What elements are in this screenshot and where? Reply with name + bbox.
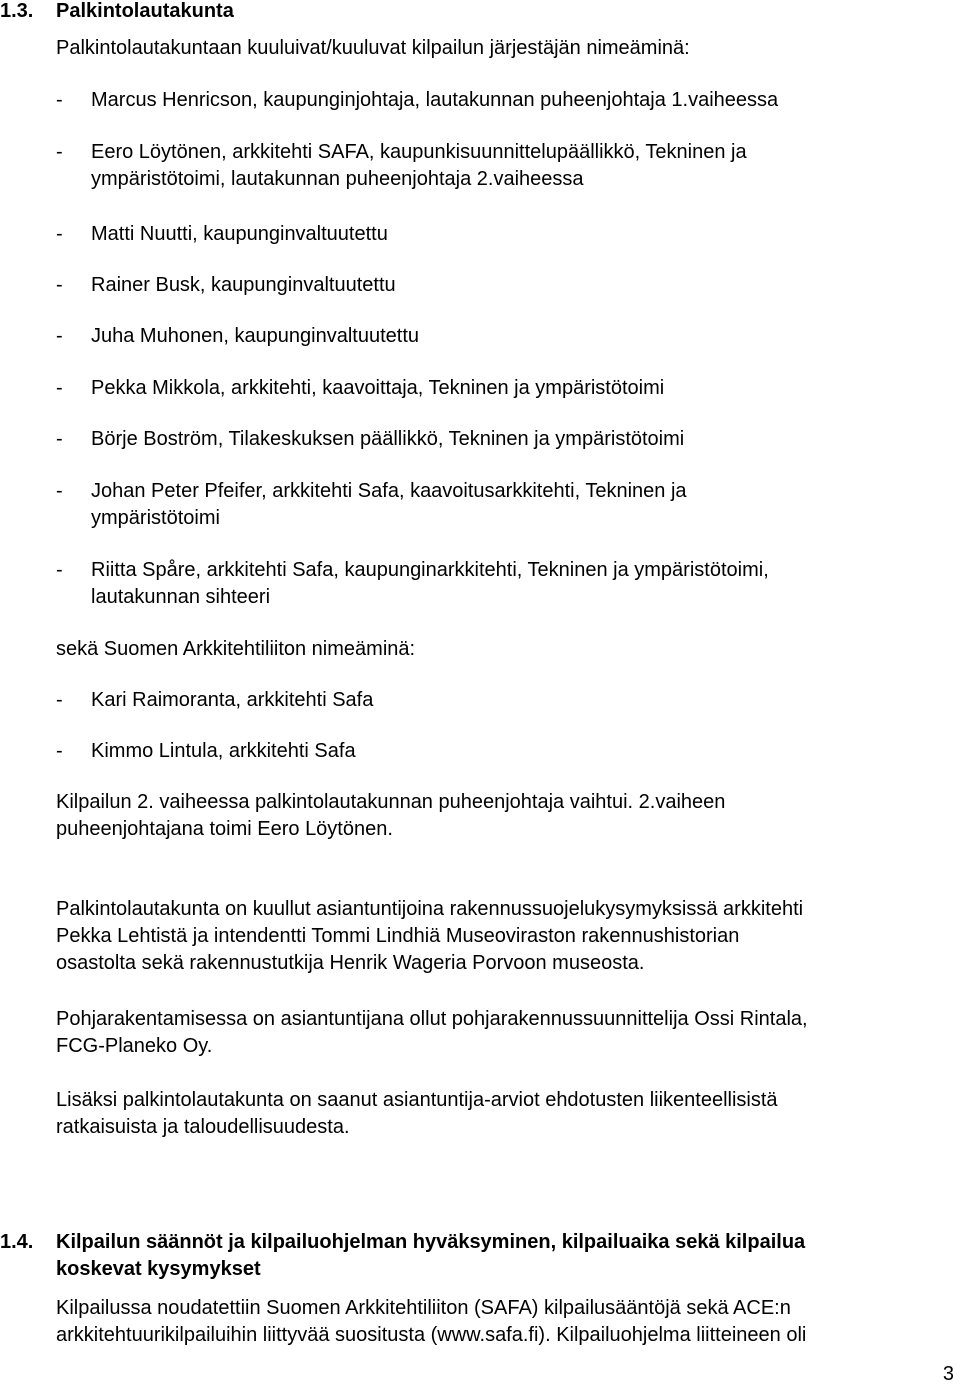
- list-bullet: -: [56, 377, 63, 399]
- section-title-continuation: koskevat kysymykset: [56, 1258, 261, 1280]
- paragraph-line: ratkaisuista ja taloudellisuudesta.: [56, 1116, 350, 1138]
- list-item: Pekka Mikkola, arkkitehti, kaavoittaja, Tekninen ja ympäristötoimi: [91, 377, 665, 399]
- list-bullet: -: [56, 223, 63, 245]
- paragraph-line: puheenjohtajana toimi Eero Löytönen.: [56, 818, 393, 840]
- list-bullet: -: [56, 89, 63, 111]
- paragraph-line: FCG-Planeko Oy.: [56, 1035, 213, 1057]
- list-bullet: -: [56, 141, 63, 163]
- list-bullet: -: [56, 325, 63, 347]
- list-item: Juha Muhonen, kaupunginvaltuutettu: [91, 325, 420, 347]
- safa-intro: sekä Suomen Arkkitehtiliiton nimeäminä:: [56, 638, 416, 660]
- list-bullet: -: [56, 740, 63, 762]
- page-number: 3: [942, 1363, 954, 1385]
- section-number: 1.3.: [0, 0, 34, 22]
- paragraph-line: Kilpailun 2. vaiheessa palkintolautakunnan puheenjohtaja vaihtui. 2.vaiheen: [56, 791, 726, 813]
- section-title: Kilpailun säännöt ja kilpailuohjelman hyväksyminen, kilpailuaika sekä kilpailua: [56, 1231, 806, 1253]
- list-item: Marcus Henricson, kaupunginjohtaja, lautakunnan puheenjohtaja 1.vaiheessa: [91, 89, 779, 111]
- paragraph-line: osastolta sekä rakennustutkija Henrik Wageria Porvoon museosta.: [56, 952, 645, 974]
- section-number: 1.4.: [0, 1231, 34, 1253]
- section-title: Palkintolautakunta: [56, 0, 234, 22]
- list-item: Rainer Busk, kaupunginvaltuutettu: [91, 274, 396, 296]
- list-bullet: -: [56, 689, 63, 711]
- paragraph-line: Lisäksi palkintolautakunta on saanut asiantuntija-arviot ehdotusten liikenteellisistä: [56, 1089, 778, 1111]
- list-item: Börje Boström, Tilakeskuksen päällikkö, Tekninen ja ympäristötoimi: [91, 428, 685, 450]
- list-item: Matti Nuutti, kaupunginvaltuutettu: [91, 223, 388, 245]
- list-item: Kari Raimoranta, arkkitehti Safa: [91, 689, 374, 711]
- list-item: Kimmo Lintula, arkkitehti Safa: [91, 740, 356, 762]
- list-bullet: -: [56, 480, 63, 502]
- list-item: Eero Löytönen, arkkitehti SAFA, kaupunkisuunnittelupäällikkö, Tekninen ja: [91, 141, 747, 163]
- paragraph-line: arkkitehtuurikilpailuihin liittyvää suositusta (www.safa.fi). Kilpailuohjelma liitteineen oli: [56, 1324, 807, 1346]
- paragraph-line: Kilpailussa noudatettiin Suomen Arkkitehtiliiton (SAFA) kilpailusääntöjä sekä ACE:n: [56, 1297, 791, 1319]
- jury-intro: Palkintolautakuntaan kuuluivat/kuuluvat kilpailun järjestäjän nimeäminä:: [56, 37, 690, 59]
- list-item: Riitta Spåre, arkkitehti Safa, kaupunginarkkitehti, Tekninen ja ympäristötoimi,: [91, 559, 769, 581]
- list-item: Johan Peter Pfeifer, arkkitehti Safa, kaavoitusarkkitehti, Tekninen ja: [91, 480, 687, 502]
- paragraph-line: Pohjarakentamisessa on asiantuntijana ollut pohjarakennussuunnittelija Ossi Rintala,: [56, 1008, 808, 1030]
- paragraph-line: Palkintolautakunta on kuullut asiantuntijoina rakennussuojelukysymyksissä arkkitehti: [56, 898, 804, 920]
- paragraph-line: Pekka Lehtistä ja intendentti Tommi Lindhiä Museoviraston rakennushistorian: [56, 925, 740, 947]
- list-bullet: -: [56, 559, 63, 581]
- list-item-continuation: ympäristötoimi, lautakunnan puheenjohtaja 2.vaiheessa: [91, 168, 584, 190]
- list-item-continuation: lautakunnan sihteeri: [91, 586, 271, 608]
- list-item-continuation: ympäristötoimi: [91, 507, 220, 529]
- list-bullet: -: [56, 428, 63, 450]
- list-bullet: -: [56, 274, 63, 296]
